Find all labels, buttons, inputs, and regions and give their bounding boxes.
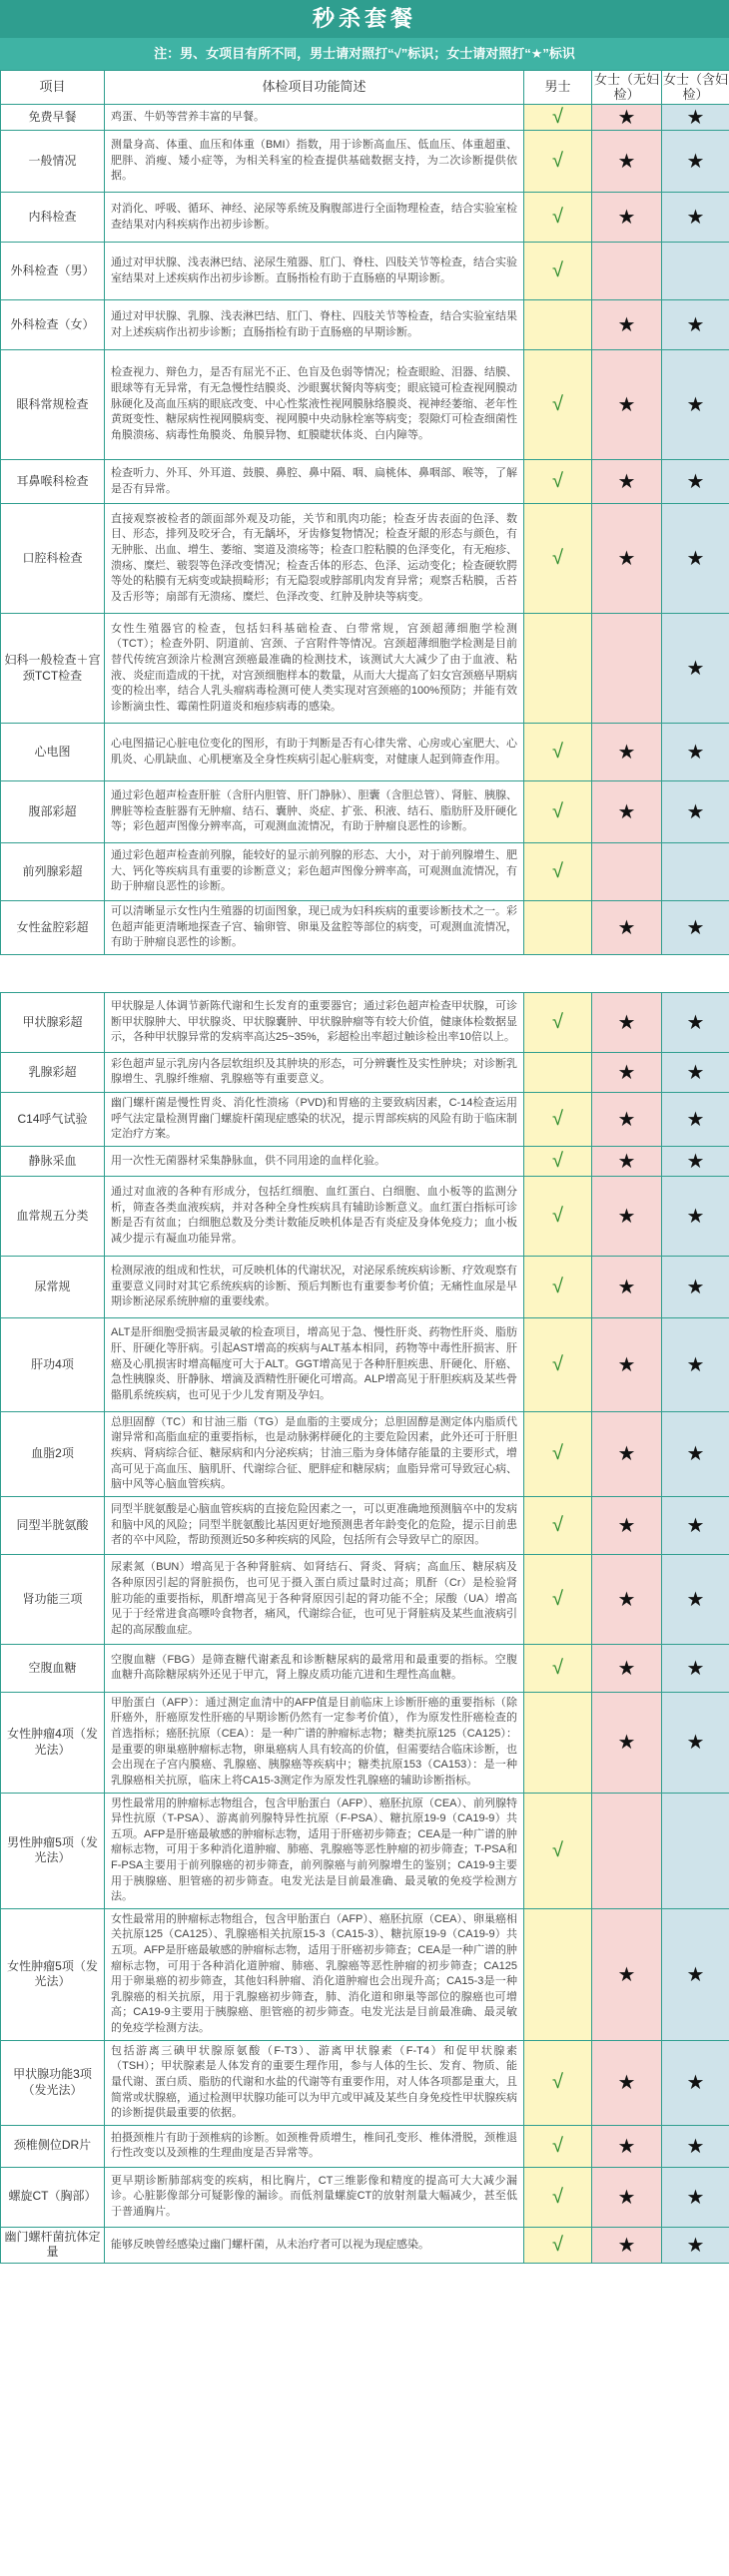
female-unmarried-mark: ★ — [592, 1092, 662, 1146]
table-row — [1, 843, 729, 901]
exam-item-name: 一般情况 — [1, 131, 105, 193]
table-row — [1, 901, 729, 955]
male-mark: √ — [524, 131, 592, 193]
female-married-mark: ★ — [662, 1554, 729, 1644]
table-row — [1, 1692, 729, 1793]
section-gap-cell — [1, 954, 729, 992]
table-row — [1, 300, 729, 350]
exam-item-description: 尿素氮（BUN）增高见于各种肾脏病、如肾结石、肾炎、肾病；高血压、糖尿病及各种原因引起的肾脏损伤，也可见于摄入蛋白质过量时过高；肌酐（Cr）是检验肾脏功能的重要指标，肌酐增高见于各种肾原因引起的肾功能不全；尿酸（UA）增高见于于经常进食高嘌呤食物者，痛风，代谢综合征，也可见于肾脏病及某些血液病引起的高尿酸血症。 — [105, 1554, 524, 1644]
male-mark: √ — [524, 2125, 592, 2167]
female-unmarried-mark: ★ — [592, 992, 662, 1052]
male-mark: √ — [524, 1176, 592, 1256]
female-unmarried-mark: ★ — [592, 1644, 662, 1692]
table-row — [1, 2167, 729, 2227]
male-mark: √ — [524, 843, 592, 901]
female-unmarried-mark: ★ — [592, 2227, 662, 2263]
exam-item-description: 心电图描记心脏电位变化的图形，有助于判断是否有心律失常、心房或心室肥大、心肌炎、心肌缺血、心肌梗塞及全身性疾病引起心脏病变，对健康人起到筛查作用。 — [105, 724, 524, 781]
female-married-mark: ★ — [662, 901, 729, 955]
table-row — [1, 1411, 729, 1496]
male-mark: √ — [524, 992, 592, 1052]
female-unmarried-mark: ★ — [592, 1052, 662, 1092]
female-unmarried-mark — [592, 1793, 662, 1908]
female-unmarried-mark: ★ — [592, 1256, 662, 1317]
table-row — [1, 504, 729, 614]
male-mark — [524, 614, 592, 724]
exam-item-description: 检测尿液的组成和性状，可反映机体的代谢状况，对泌尿系统疾病诊断、疗效观察有重要意义同时对其它系统疾病的诊断、预后判断也有重要参考价值；无痛性血尿是早期诊断泌尿系统肿瘤的重要线索。 — [105, 1256, 524, 1317]
exam-item-description: 女性最常用的肿瘤标志物组合，包含甲胎蛋白（AFP）、癌胚抗原（CEA）、卵巢癌相关抗原125（CA125）、乳腺癌相关抗原15-3（CA15-3）、糖抗原19-9（CA19-9）共五项。AFP是肝癌最敏感的肿瘤标志物，适用于肝癌初步筛查；CEA是一种广谱的肿瘤标志物，可用于各种消化道肿瘤、肺癌、乳腺癌等恶性肿瘤的初步筛查；CA125用于卵巢癌的初步筛查，其他妇科肿瘤、消化道肿瘤也会出现升高；CA15-3是一种乳腺癌的相关抗原，用于乳腺癌初步筛查，肺、消化道和卵巢等部位的腺癌也可增高；CA19-9主要用于胰腺癌、胆管癌的初步筛查。电发光法是目前最准确、最灵敏的免疫学检测方法。 — [105, 1908, 524, 2040]
exam-table — [0, 70, 729, 2264]
exam-item-description: 彩色超声显示乳房内各层软组织及其肿块的形态，可分辨囊性及实性肿块；对诊断乳腺增生、乳腺纤维瘤、乳腺癌等有重要意义。 — [105, 1052, 524, 1092]
male-mark: √ — [524, 1793, 592, 1908]
female-married-mark: ★ — [662, 131, 729, 193]
male-mark: √ — [524, 504, 592, 614]
female-unmarried-mark: ★ — [592, 1411, 662, 1496]
exam-item-name: 幽门螺杆菌抗体定量 — [1, 2227, 105, 2263]
exam-item-name: 空腹血糖 — [1, 1644, 105, 1692]
exam-item-name: 甲状腺功能3项（发光法） — [1, 2040, 105, 2125]
female-unmarried-mark: ★ — [592, 193, 662, 243]
exam-item-name: 尿常规 — [1, 1256, 105, 1317]
female-unmarried-mark: ★ — [592, 350, 662, 460]
table-row — [1, 1554, 729, 1644]
female-married-mark: ★ — [662, 992, 729, 1052]
male-mark: √ — [524, 1644, 592, 1692]
female-married-mark: ★ — [662, 1146, 729, 1176]
exam-item-name: C14呼气试验 — [1, 1092, 105, 1146]
female-married-mark: ★ — [662, 2125, 729, 2167]
exam-item-description: 通过对甲状腺、乳腺、浅表淋巴结、肛门、脊柱、四肢关节等检查，结合实验室结果对上述疾病作出初步诊断；直肠指检有助于直肠癌的早期诊断。 — [105, 300, 524, 350]
table-row — [1, 193, 729, 243]
exam-item-name: 耳鼻喉科检查 — [1, 460, 105, 504]
table-row — [1, 1146, 729, 1176]
exam-item-description: 同型半胱氨酸是心脑血管疾病的直接危险因素之一，可以更准确地预测脑卒中的发病和脑中风的风险；同型半胱氨酸比基因更好地预测患者年龄变化的危险，提示目前患者的卒中风险，帮助预测近50多种疾病的风险，包括所有会导致早亡的原因。 — [105, 1496, 524, 1554]
section-gap — [1, 954, 729, 992]
exam-item-name: 男性肿瘤5项（发光法） — [1, 1793, 105, 1908]
male-mark: √ — [524, 1554, 592, 1644]
table-row — [1, 131, 729, 193]
female-married-mark: ★ — [662, 1092, 729, 1146]
exam-item-description: 幽门螺杆菌是慢性胃炎、消化性溃疡（PVD)和胃癌的主要致病因素，C-14检查运用呼气法定量检测胃幽门螺旋杆菌现症感染的状况，提示胃部疾病的风险有助于临床制定治疗方案。 — [105, 1092, 524, 1146]
exam-item-description: 通过彩色超声检查前列腺，能较好的显示前列腺的形态、大小，对于前列腺增生、肥大、钙化等疾病具有重要的诊断意义；彩色超声图像分辨率高，可观测血流情况，有助于肿瘤良恶性的诊断。 — [105, 843, 524, 901]
exam-item-description: 检查视力、辩色力，是否有屈光不正、色盲及色弱等情况；检查眼睑、泪器、结膜、眼球等有无异常，有无急慢性结膜炎、沙眼翼状胬肉等病变；眼底镜可检查视网膜动脉硬化及高血压病的眼底改变、中心性浆液性视网膜脉络膜炎、视神经萎缩、老年性黄斑变性、糖尿病性视网膜病变、视网膜中央动脉栓塞等病变；裂隙灯可检查细菌性角膜溃疡、病毒性角膜炎、角膜异物、虹膜睫状体炎、白内障等。 — [105, 350, 524, 460]
exam-item-name: 甲状腺彩超 — [1, 992, 105, 1052]
table-row — [1, 992, 729, 1052]
female-unmarried-mark: ★ — [592, 1908, 662, 2040]
female-unmarried-mark: ★ — [592, 131, 662, 193]
table-row — [1, 1793, 729, 1908]
female-married-mark: ★ — [662, 193, 729, 243]
male-mark: √ — [524, 2040, 592, 2125]
male-mark: √ — [524, 2167, 592, 2227]
female-unmarried-mark — [592, 243, 662, 300]
exam-item-description: 空腹血糖（FBG）是筛查糖代谢紊乱和诊断糖尿病的最常用和最重要的指标。空腹血糖升高除糖尿病外还见于甲亢，肾上腺皮质功能亢进和生理性高血糖。 — [105, 1644, 524, 1692]
female-married-mark: ★ — [662, 105, 729, 131]
exam-item-description: 检查听力、外耳、外耳道、鼓膜、鼻腔、鼻中隔、咽、扁桃体、鼻咽部、喉等，了解是否有异常。 — [105, 460, 524, 504]
table-row — [1, 1256, 729, 1317]
female-unmarried-mark — [592, 843, 662, 901]
female-unmarried-mark: ★ — [592, 901, 662, 955]
exam-item-description: 总胆固醇（TC）和甘油三脂（TG）是血脂的主要成分；总胆固醇是测定体内脂质代谢异常和高脂血症的重要指标，也是动脉粥样硬化的主要危险因素，此外还可于肝胆疾病、肾病综合征、糖尿病和内分泌疾病；甘油三脂为身体储存能量的主要形式，增高可见于高血压、脑肌肝、代谢综合征、肥胖症和糖尿病；血脂异常可导致冠心病、脑中风等心脑血管疾病。 — [105, 1411, 524, 1496]
exam-item-name: 静脉采血 — [1, 1146, 105, 1176]
exam-item-name: 妇科一般检查＋宫颈TCT检查 — [1, 614, 105, 724]
table-row — [1, 724, 729, 781]
table-row — [1, 105, 729, 131]
male-mark: √ — [524, 1092, 592, 1146]
female-unmarried-mark: ★ — [592, 300, 662, 350]
exam-item-name: 颈椎侧位DR片 — [1, 2125, 105, 2167]
male-mark: √ — [524, 105, 592, 131]
exam-item-description: 通过彩色超声检查肝脏（含肝内胆管、肝门静脉）、胆囊（含胆总管）、肾脏、胰腺、脾脏等检查脏器有无肿瘤、结石、囊肿、炎症、扩张、积液、结石、脂肪肝及肝硬化等；彩色超声图像分辨率高，可观测血流情况，有助于肿瘤良恶性的诊断。 — [105, 781, 524, 843]
female-unmarried-mark: ★ — [592, 2167, 662, 2227]
table-row — [1, 243, 729, 300]
female-unmarried-mark — [592, 614, 662, 724]
male-mark: √ — [524, 350, 592, 460]
table-row — [1, 1052, 729, 1092]
instruction-note: 注：男、女项目有所不同，男士请对照打“√”标识；女士请对照打“★”标识 — [0, 38, 729, 70]
female-married-mark — [662, 843, 729, 901]
exam-item-name: 血常规五分类 — [1, 1176, 105, 1256]
female-married-mark: ★ — [662, 1644, 729, 1692]
male-mark: √ — [524, 1496, 592, 1554]
exam-item-description: 甲胎蛋白（AFP）：通过测定血清中的AFP值是目前临床上诊断肝癌的重要指标（除肝癌外，肝癌原发性肝癌的早期诊断仍然有一定参考价值），作为原发性肝癌检查的首选指标；癌胚抗原（CEA）：是一种广谱的肿瘤标志物；糖类抗原125（CA125）：是重要的卵巢癌肿瘤标志物，卵巢癌病人具有较高的价值，但需要结合临床诊断，也会出现在子宫内膜癌、乳腺癌、胰腺癌等疾病中；糖类抗原153（CA153）：是一种乳腺癌相关抗原，临床上将CA15-3测定作为原发性乳腺癌的辅助诊断指标。 — [105, 1692, 524, 1793]
female-unmarried-mark: ★ — [592, 724, 662, 781]
female-married-mark — [662, 243, 729, 300]
female-married-mark: ★ — [662, 781, 729, 843]
exam-item-name: 同型半胱氨酸 — [1, 1496, 105, 1554]
female-married-mark: ★ — [662, 460, 729, 504]
female-married-mark: ★ — [662, 1317, 729, 1411]
table-row — [1, 350, 729, 460]
exam-item-name: 外科检查（女） — [1, 300, 105, 350]
female-married-mark: ★ — [662, 724, 729, 781]
table-header-row — [1, 71, 729, 105]
exam-item-name: 腹部彩超 — [1, 781, 105, 843]
female-unmarried-mark: ★ — [592, 1176, 662, 1256]
exam-item-name: 肾功能三项 — [1, 1554, 105, 1644]
exam-item-name: 免费早餐 — [1, 105, 105, 131]
exam-item-name: 外科检查（男） — [1, 243, 105, 300]
female-married-mark: ★ — [662, 350, 729, 460]
exam-item-description: 直接观察被检者的颌面部外观及功能，关节和肌肉功能；检查牙齿表面的色泽、数目、形态，排列及咬牙合，有无龋坏，牙齿修复物情况；检查牙龈的形态与颜色，有无肿胀、出血、增生、萎缩、窦道及溃疡等；检查口腔粘膜的色泽变化，有无疱疹、溃疡、糜烂、皲裂等色泽改变情况；检查舌体的形态、色泽、运动变化；检查硬软腭等处的粘膜有无病变或缺损畸形；有无隐裂或脖部肌肉发育异常；观察舌粘膜，舌苔及舌形等；扇部有无溃疡、糜烂、色泽改变、红肿及肿块等病变。 — [105, 504, 524, 614]
table-row — [1, 1317, 729, 1411]
page-title: 秒杀套餐 — [0, 0, 729, 38]
exam-item-description: 用一次性无菌器材采集静脉血，供不同用途的血样化验。 — [105, 1146, 524, 1176]
female-unmarried-mark: ★ — [592, 2040, 662, 2125]
female-unmarried-mark: ★ — [592, 1496, 662, 1554]
exam-item-description: 通过对血液的各种有形成分，包括红细胞、血红蛋白、白细胞、血小板等的监测分析，筛查各类血液疾病，并对各种全身性疾病具有辅助诊断意义。血红蛋白指标可诊断是否有贫血；白细胞总数及分类计数能反映机体是否有炎症及身体免疫力；血小板减少提示有凝血功能异常。 — [105, 1176, 524, 1256]
male-mark: √ — [524, 1411, 592, 1496]
female-unmarried-mark: ★ — [592, 1554, 662, 1644]
exam-item-name: 女性肿瘤5项（发光法） — [1, 1908, 105, 2040]
female-married-mark: ★ — [662, 2227, 729, 2263]
exam-item-name: 血脂2项 — [1, 1411, 105, 1496]
header-female-unmarried: 女士（无妇检） — [592, 71, 662, 105]
male-mark: √ — [524, 243, 592, 300]
table-row — [1, 460, 729, 504]
female-unmarried-mark: ★ — [592, 1146, 662, 1176]
table-row — [1, 1908, 729, 2040]
exam-item-name: 眼科常规检查 — [1, 350, 105, 460]
table-row — [1, 2125, 729, 2167]
exam-item-description: 可以清晰显示女性内生殖器的切面图象，现已成为妇科疾病的重要诊断技术之一。彩色超声能更清晰地探查子宫、输卵管、卵巢及盆腔等部位的病变，可观测血流情况，有助于肿瘤良恶性的诊断。 — [105, 901, 524, 955]
female-married-mark: ★ — [662, 614, 729, 724]
female-married-mark: ★ — [662, 1256, 729, 1317]
male-mark: √ — [524, 193, 592, 243]
female-married-mark — [662, 1793, 729, 1908]
male-mark: √ — [524, 2227, 592, 2263]
female-unmarried-mark: ★ — [592, 2125, 662, 2167]
exam-item-description: 对消化、呼吸、循环、神经、泌尿等系统及胸腹部进行全面物理检查，结合实验室检查结果对内科疾病作出初步诊断。 — [105, 193, 524, 243]
male-mark: √ — [524, 460, 592, 504]
exam-item-name: 乳腺彩超 — [1, 1052, 105, 1092]
exam-item-description: 男性最常用的肿瘤标志物组合，包含甲胎蛋白（AFP）、癌胚抗原（CEA）、前列腺特异性抗原（T-PSA）、游离前列腺特异性抗原（F-PSA）、糖抗原19-9（CA19-9）共五项。AFP是肝癌最敏感的肿瘤标志物，适用于肝癌初步筛查；CEA是一种广谱的肿瘤标志物，可用于多种消化道肿瘤、肺癌、乳腺癌等恶性肿瘤的初步筛查；T-PSA和F-PSA主要用于前列腺癌的初步筛查，前列腺癌与前列腺增生的鉴别；CA19-9主要用于胰腺癌、胆管癌的初步筛查。电发光法是目前最准确、最灵敏的免疫学检测方法。 — [105, 1793, 524, 1908]
female-married-mark: ★ — [662, 300, 729, 350]
female-married-mark: ★ — [662, 2040, 729, 2125]
exam-item-description: 能够反映曾经感染过幽门螺杆菌，从未治疗者可以视为现症感染。 — [105, 2227, 524, 2263]
exam-item-name: 螺旋CT（胸部） — [1, 2167, 105, 2227]
table-row — [1, 781, 729, 843]
female-married-mark: ★ — [662, 1496, 729, 1554]
exam-item-description: 通过对甲状腺、浅表淋巴结、泌尿生殖器、肛门、脊柱、四肢关节等检查，结合实验室结果对上述疾病作出初步诊断。直肠指检有助于直肠癌的早期诊断。 — [105, 243, 524, 300]
table-row — [1, 2227, 729, 2263]
exam-item-description: 包括游离三碘甲状腺原氨酸（F-T3）、游离甲状腺素（F-T4）和促甲状腺素（TSH）；甲状腺素是人体发育的重要生理作用，参与人体的生长、发育、物质、能量代谢、蛋白质、脂肪的代谢和水盐的代谢等有重要作用，对人体各项都是重大，且简常或状腺癌，通过检测甲状腺功能可以为甲亢或甲减及某些自身免疫性甲状腺疾病的诊断提供最重要的依据。 — [105, 2040, 524, 2125]
female-unmarried-mark: ★ — [592, 105, 662, 131]
exam-item-name: 女性肿瘤4项（发光法） — [1, 1692, 105, 1793]
female-unmarried-mark: ★ — [592, 460, 662, 504]
female-married-mark: ★ — [662, 1908, 729, 2040]
header-desc: 体检项目功能简述 — [105, 71, 524, 105]
exam-item-description: 女性生殖器官的检查，包括妇科基础检查、白带常规，宫颈超薄细胞学检测（TCT）；检查外阴、阴道前、宫颈、子宫附件等情况。宫颈超薄细胞学检测是目前替代传统宫颈涂片检测宫颈癌最准确的检测技术，该测试大大减少了由于血液、粘液、炎症而造成的干扰，对宫颈细胞样本的数量，从而大大提高了妇女宫颈癌早期病变的检出率，结合人乳头瘤病毒检测可使人类实现对宫颈癌的100%预防；并能有效诊断滴虫性、霉菌性阴道炎和疱疹病毒的感染。 — [105, 614, 524, 724]
female-married-mark: ★ — [662, 1692, 729, 1793]
exam-item-name: 肝功4项 — [1, 1317, 105, 1411]
male-mark: √ — [524, 1146, 592, 1176]
male-mark — [524, 901, 592, 955]
female-married-mark: ★ — [662, 2167, 729, 2227]
table-row — [1, 1496, 729, 1554]
exam-item-name: 心电图 — [1, 724, 105, 781]
male-mark: √ — [524, 1317, 592, 1411]
female-unmarried-mark: ★ — [592, 1317, 662, 1411]
female-married-mark: ★ — [662, 504, 729, 614]
header-male: 男士 — [524, 71, 592, 105]
exam-item-name: 内科检查 — [1, 193, 105, 243]
female-married-mark: ★ — [662, 1176, 729, 1256]
male-mark — [524, 300, 592, 350]
female-unmarried-mark: ★ — [592, 1692, 662, 1793]
female-unmarried-mark: ★ — [592, 781, 662, 843]
header-female-married: 女士（含妇检） — [662, 71, 729, 105]
male-mark — [524, 1052, 592, 1092]
female-married-mark: ★ — [662, 1411, 729, 1496]
exam-item-description: 鸡蛋、牛奶等营养丰富的早餐。 — [105, 105, 524, 131]
male-mark: √ — [524, 781, 592, 843]
table-row — [1, 1644, 729, 1692]
exam-item-description: 甲状腺是人体调节新陈代谢和生长发育的重要器官；通过彩色超声检查甲状腺，可诊断甲状腺肿大、甲状腺炎、甲状腺囊肿、甲状腺肿瘤等有较大价值，健康体检数据显示，各种甲状腺异常的发病率高达25~35%，彩超检出率超过触诊检出率10倍以上。 — [105, 992, 524, 1052]
female-married-mark: ★ — [662, 1052, 729, 1092]
exam-item-description: ALT是肝细胞受损害最灵敏的检查项目，增高见于急、慢性肝炎、药物性肝炎、脂肪肝、肝硬化等肝病。引起AST增高的疾病与ALT基本相同，药物等中毒性肝损害、肝癌及心肌损害时增高幅度可大于ALT。GGT增高见于各种肝胆疾患、肝硬化、肝癌、急性胰腺炎、肝静脉、增滴及酒精性肝硬化可增高。ALP增高见于肝胆疾病及某些骨骼肌系统疾病，也可见于少儿发育期及孕妇。 — [105, 1317, 524, 1411]
table-row — [1, 614, 729, 724]
male-mark — [524, 1908, 592, 2040]
header-item: 项目 — [1, 71, 105, 105]
exam-item-description: 更早期诊断肺部病变的疾病，相比胸片，CT三维影像和精度的提高可大大减少漏诊。心脏影像部分可疑影像的漏诊。而低剂量螺旋CT的放射剂量大幅减少，甚至低于普通胸片。 — [105, 2167, 524, 2227]
exam-item-description: 测量身高、体重、血压和体重（BMI）指数，用于诊断高血压、低血压、体重超重、肥胖、消瘦、矮小症等，为相关科室的检查提供基础数据支持，为二次诊断提供依据。 — [105, 131, 524, 193]
exam-item-name: 女性盆腔彩超 — [1, 901, 105, 955]
male-mark — [524, 1692, 592, 1793]
exam-item-name: 前列腺彩超 — [1, 843, 105, 901]
table-row — [1, 1092, 729, 1146]
table-row — [1, 2040, 729, 2125]
male-mark: √ — [524, 724, 592, 781]
female-unmarried-mark: ★ — [592, 504, 662, 614]
table-row — [1, 1176, 729, 1256]
male-mark: √ — [524, 1256, 592, 1317]
exam-item-name: 口腔科检查 — [1, 504, 105, 614]
exam-item-description: 拍摄颈椎片有助于颈椎病的诊断。如颈椎骨质增生，椎间孔变形、椎体滑脱，颈椎退行性改变以及颈椎的生理曲度是否异常等。 — [105, 2125, 524, 2167]
